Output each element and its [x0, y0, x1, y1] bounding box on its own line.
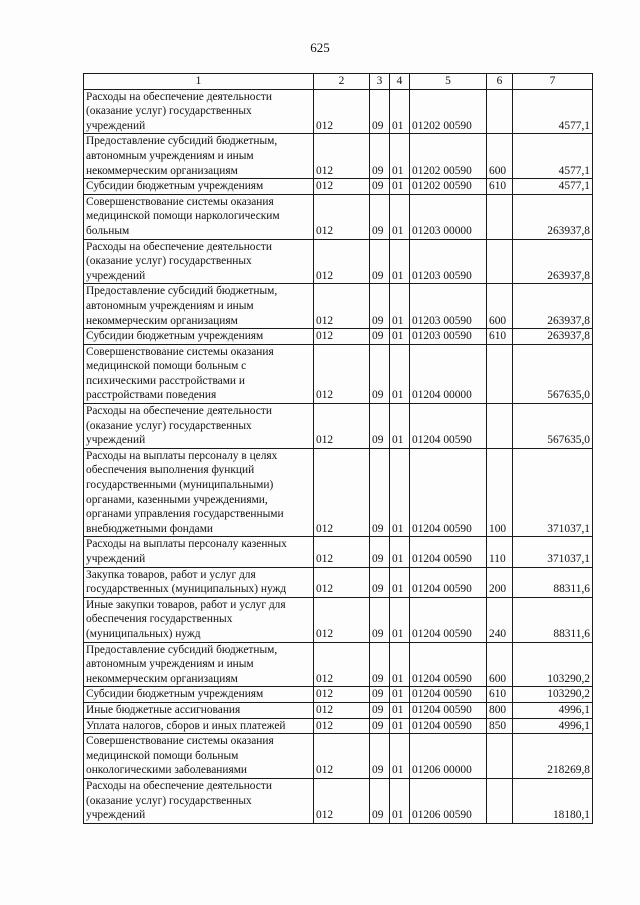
row-expense-type-cell: 610	[487, 329, 513, 345]
row-section-cell: 09	[370, 687, 390, 703]
budget-table	[83, 73, 593, 824]
row-expense-type-cell: 600	[487, 642, 513, 687]
row-target-item-cell: 01204 00590	[410, 718, 487, 734]
row-amount-cell: 88311,6	[513, 597, 593, 642]
row-name-cell: Расходы на обеспечение деятельности (оказание услуг) государственных учреждений	[84, 239, 314, 284]
row-name-cell: Расходы на выплаты персоналу казенных учреждений	[84, 537, 314, 567]
row-name-cell: Предоставление субсидий бюджетным, автономным учреждениям и иным некоммерческим организациям	[84, 134, 314, 179]
row-target-item-cell: 01204 00590	[410, 537, 487, 567]
row-code-cell: 012	[314, 284, 370, 329]
column-header: 5	[410, 74, 487, 90]
column-header: 1	[84, 74, 314, 90]
row-name-cell: Совершенствование системы оказания медицинской помощи больным с психическими расстройствами и расстройствами поведения	[84, 344, 314, 403]
table-row	[84, 702, 593, 718]
row-amount-cell: 263937,8	[513, 194, 593, 239]
row-amount-cell: 263937,8	[513, 284, 593, 329]
row-amount-cell: 263937,8	[513, 329, 593, 345]
row-subsection-cell: 01	[390, 718, 410, 734]
table-row	[84, 179, 593, 195]
row-name-cell: Иные закупки товаров, работ и услуг для обеспечения государственных (муниципальных) нужд	[84, 597, 314, 642]
table-row	[84, 718, 593, 734]
row-code-cell: 012	[314, 448, 370, 537]
table-row	[84, 284, 593, 329]
row-subsection-cell: 01	[390, 89, 410, 134]
row-target-item-cell: 01202 00590	[410, 179, 487, 195]
row-target-item-cell: 01203 00590	[410, 284, 487, 329]
column-header: 2	[314, 74, 370, 90]
table-row	[84, 597, 593, 642]
row-subsection-cell: 01	[390, 284, 410, 329]
row-section-cell: 09	[370, 344, 390, 403]
column-header: 7	[513, 74, 593, 90]
row-target-item-cell: 01204 00590	[410, 567, 487, 597]
row-target-item-cell: 01204 00590	[410, 597, 487, 642]
row-target-item-cell: 01204 00590	[410, 448, 487, 537]
row-subsection-cell: 01	[390, 179, 410, 195]
row-subsection-cell: 01	[390, 329, 410, 345]
row-section-cell: 09	[370, 239, 390, 284]
row-expense-type-cell	[487, 194, 513, 239]
table-row	[84, 404, 593, 449]
row-name-cell: Расходы на обеспечение деятельности (оказание услуг) государственных учреждений	[84, 89, 314, 134]
row-section-cell: 09	[370, 778, 390, 823]
row-target-item-cell: 01203 00000	[410, 194, 487, 239]
row-expense-type-cell: 200	[487, 567, 513, 597]
row-subsection-cell: 01	[390, 567, 410, 597]
row-name-cell: Субсидии бюджетным учреждениям	[84, 179, 314, 195]
row-expense-type-cell: 600	[487, 134, 513, 179]
row-target-item-cell: 01206 00590	[410, 778, 487, 823]
row-amount-cell: 103290,2	[513, 687, 593, 703]
row-code-cell: 012	[314, 134, 370, 179]
row-name-cell: Расходы на выплаты персоналу в целях обеспечения выполнения функций государственными (муниципальными) органами, казенными учреждениями, органами управления государственными внебюджетными фондами	[84, 448, 314, 537]
row-name-cell: Расходы на обеспечение деятельности (оказание услуг) государственных учреждений	[84, 404, 314, 449]
row-code-cell: 012	[314, 537, 370, 567]
row-amount-cell: 371037,1	[513, 537, 593, 567]
row-name-cell: Закупка товаров, работ и услуг для государственных (муниципальных) нужд	[84, 567, 314, 597]
row-code-cell: 012	[314, 687, 370, 703]
row-expense-type-cell: 600	[487, 284, 513, 329]
row-target-item-cell: 01204 00590	[410, 642, 487, 687]
table-row	[84, 344, 593, 403]
row-code-cell: 012	[314, 734, 370, 779]
table-row	[84, 448, 593, 537]
row-section-cell: 09	[370, 642, 390, 687]
row-section-cell: 09	[370, 537, 390, 567]
row-subsection-cell: 01	[390, 448, 410, 537]
table-row	[84, 239, 593, 284]
row-section-cell: 09	[370, 702, 390, 718]
row-expense-type-cell: 110	[487, 537, 513, 567]
row-amount-cell: 103290,2	[513, 642, 593, 687]
row-section-cell: 09	[370, 329, 390, 345]
table-header-row	[84, 74, 593, 90]
row-target-item-cell: 01204 00590	[410, 404, 487, 449]
row-section-cell: 09	[370, 284, 390, 329]
row-name-cell: Иные бюджетные ассигнования	[84, 702, 314, 718]
column-header: 3	[370, 74, 390, 90]
row-name-cell: Предоставление субсидий бюджетным, автономным учреждениям и иным некоммерческим организациям	[84, 284, 314, 329]
row-target-item-cell: 01202 00590	[410, 134, 487, 179]
row-code-cell: 012	[314, 567, 370, 597]
row-subsection-cell: 01	[390, 778, 410, 823]
row-subsection-cell: 01	[390, 537, 410, 567]
row-name-cell: Расходы на обеспечение деятельности (оказание услуг) государственных учреждений	[84, 778, 314, 823]
row-subsection-cell: 01	[390, 239, 410, 284]
row-subsection-cell: 01	[390, 344, 410, 403]
row-expense-type-cell	[487, 239, 513, 284]
row-section-cell: 09	[370, 448, 390, 537]
row-code-cell: 012	[314, 597, 370, 642]
row-expense-type-cell: 850	[487, 718, 513, 734]
row-code-cell: 012	[314, 642, 370, 687]
row-subsection-cell: 01	[390, 642, 410, 687]
row-amount-cell: 4577,1	[513, 134, 593, 179]
table-row	[84, 194, 593, 239]
row-target-item-cell: 01204 00590	[410, 702, 487, 718]
row-expense-type-cell: 100	[487, 448, 513, 537]
row-subsection-cell: 01	[390, 734, 410, 779]
row-amount-cell: 263937,8	[513, 239, 593, 284]
column-header: 4	[390, 74, 410, 90]
row-name-cell: Предоставление субсидий бюджетным, автономным учреждениям и иным некоммерческим организациям	[84, 642, 314, 687]
table-row	[84, 567, 593, 597]
row-amount-cell: 4996,1	[513, 702, 593, 718]
row-target-item-cell: 01203 00590	[410, 329, 487, 345]
row-amount-cell: 371037,1	[513, 448, 593, 537]
row-target-item-cell: 01204 00000	[410, 344, 487, 403]
row-subsection-cell: 01	[390, 687, 410, 703]
row-amount-cell: 218269,8	[513, 734, 593, 779]
row-target-item-cell: 01203 00590	[410, 239, 487, 284]
row-expense-type-cell	[487, 344, 513, 403]
row-subsection-cell: 01	[390, 702, 410, 718]
row-section-cell: 09	[370, 718, 390, 734]
row-amount-cell: 88311,6	[513, 567, 593, 597]
row-expense-type-cell: 240	[487, 597, 513, 642]
table-row	[84, 537, 593, 567]
table-row	[84, 89, 593, 134]
table-body	[84, 89, 593, 823]
table-row	[84, 642, 593, 687]
table-row	[84, 134, 593, 179]
row-code-cell: 012	[314, 239, 370, 284]
page-number: 625	[310, 40, 330, 55]
row-section-cell: 09	[370, 404, 390, 449]
row-target-item-cell: 01204 00590	[410, 687, 487, 703]
row-expense-type-cell	[487, 778, 513, 823]
row-expense-type-cell: 610	[487, 179, 513, 195]
row-expense-type-cell	[487, 404, 513, 449]
row-section-cell: 09	[370, 567, 390, 597]
row-subsection-cell: 01	[390, 404, 410, 449]
row-code-cell: 012	[314, 718, 370, 734]
table-row	[84, 329, 593, 345]
row-amount-cell: 567635,0	[513, 404, 593, 449]
table-row	[84, 778, 593, 823]
row-section-cell: 09	[370, 597, 390, 642]
row-name-cell: Субсидии бюджетным учреждениям	[84, 329, 314, 345]
row-section-cell: 09	[370, 734, 390, 779]
row-name-cell: Совершенствование системы оказания медицинской помощи больным онкологическими заболеваниями	[84, 734, 314, 779]
row-amount-cell: 567635,0	[513, 344, 593, 403]
row-amount-cell: 18180,1	[513, 778, 593, 823]
column-header: 6	[487, 74, 513, 90]
table-row	[84, 734, 593, 779]
row-code-cell: 012	[314, 194, 370, 239]
row-expense-type-cell	[487, 89, 513, 134]
row-subsection-cell: 01	[390, 194, 410, 239]
row-code-cell: 012	[314, 179, 370, 195]
row-code-cell: 012	[314, 778, 370, 823]
row-section-cell: 09	[370, 134, 390, 179]
row-subsection-cell: 01	[390, 597, 410, 642]
table-row	[84, 687, 593, 703]
row-section-cell: 09	[370, 194, 390, 239]
row-expense-type-cell: 800	[487, 702, 513, 718]
row-subsection-cell: 01	[390, 134, 410, 179]
row-name-cell: Совершенствование системы оказания медицинской помощи наркологическим больным	[84, 194, 314, 239]
row-name-cell: Субсидии бюджетным учреждениям	[84, 687, 314, 703]
row-target-item-cell: 01206 00000	[410, 734, 487, 779]
row-amount-cell: 4577,1	[513, 179, 593, 195]
row-target-item-cell: 01202 00590	[410, 89, 487, 134]
row-code-cell: 012	[314, 404, 370, 449]
row-name-cell: Уплата налогов, сборов и иных платежей	[84, 718, 314, 734]
row-amount-cell: 4996,1	[513, 718, 593, 734]
row-code-cell: 012	[314, 702, 370, 718]
row-code-cell: 012	[314, 89, 370, 134]
row-section-cell: 09	[370, 89, 390, 134]
row-amount-cell: 4577,1	[513, 89, 593, 134]
row-code-cell: 012	[314, 344, 370, 403]
row-expense-type-cell	[487, 734, 513, 779]
row-code-cell: 012	[314, 329, 370, 345]
row-expense-type-cell: 610	[487, 687, 513, 703]
row-section-cell: 09	[370, 179, 390, 195]
